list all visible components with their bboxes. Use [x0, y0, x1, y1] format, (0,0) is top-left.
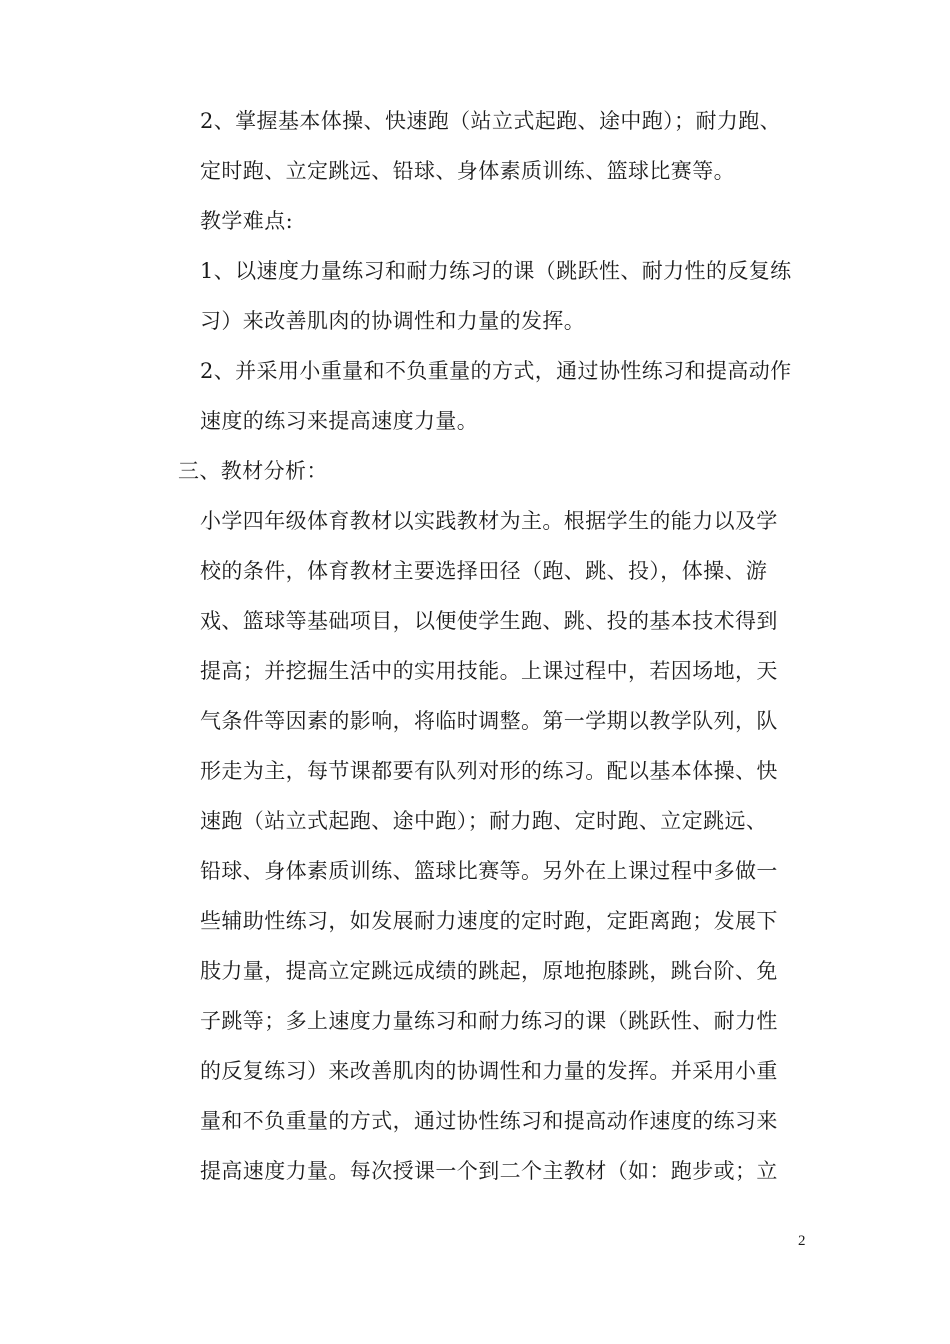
text-line: 2、掌握基本体操、快速跑（站立式起跑、途中跑）；耐力跑、: [200, 109, 782, 133]
text-line: 些辅助性练习，如发展耐力速度的定时跑，定距离跑；发展下: [200, 909, 778, 933]
text-line: 提高速度力量。每次授课一个到二个主教材（如：跑步或；立: [200, 1159, 778, 1183]
text-line: 1、以速度力量练习和耐力练习的课（跳跃性、耐力性的反复练: [200, 259, 792, 283]
text-line: 校的条件，体育教材主要选择田径（跑、跳、投），体操、游: [200, 559, 768, 583]
text-line: 的反复练习）来改善肌肉的协调性和力量的发挥。并采用小重: [200, 1059, 778, 1083]
text-line: 教学难点:: [200, 209, 294, 233]
text-line: 形走为主，每节课都要有队列对形的练习。配以基本体操、快: [200, 759, 778, 783]
text-line: 速跑（站立式起跑、途中跑）；耐力跑、定时跑、立定跳远、: [200, 809, 768, 833]
text-line: 量和不负重量的方式，通过协性练习和提高动作速度的练习来: [200, 1109, 778, 1133]
text-line: 肢力量，提高立定跳远成绩的跳起，原地抱膝跳，跳台阶、免: [200, 959, 778, 983]
text-line: 定时跑、立定跳远、铅球、身体素质训练、篮球比赛等。: [200, 159, 735, 183]
text-line: 速度的练习来提高速度力量。: [200, 409, 479, 433]
text-line: 铅球、身体素质训练、篮球比赛等。另外在上课过程中多做一: [200, 859, 778, 883]
text-line: 子跳等；多上速度力量练习和耐力练习的课（跳跃性、耐力性: [200, 1009, 778, 1033]
text-line: 2、并采用小重量和不负重量的方式，通过协性练习和提高动作: [200, 359, 792, 383]
page-number: 2: [798, 1233, 806, 1249]
text-line: 习）来改善肌肉的协调性和力量的发挥。: [200, 309, 586, 333]
text-line: 气条件等因素的影响，将临时调整。第一学期以教学队列，队: [200, 709, 778, 733]
text-line: 戏、篮球等基础项目，以便使学生跑、跳、投的基本技术得到: [200, 609, 778, 633]
section-heading: 三、教材分析：: [178, 459, 328, 483]
text-line: 小学四年级体育教材以实践教材为主。根据学生的能力以及学: [200, 509, 778, 533]
text-line: 提高；并挖掘生活中的实用技能。上课过程中，若因场地，天: [200, 659, 778, 683]
